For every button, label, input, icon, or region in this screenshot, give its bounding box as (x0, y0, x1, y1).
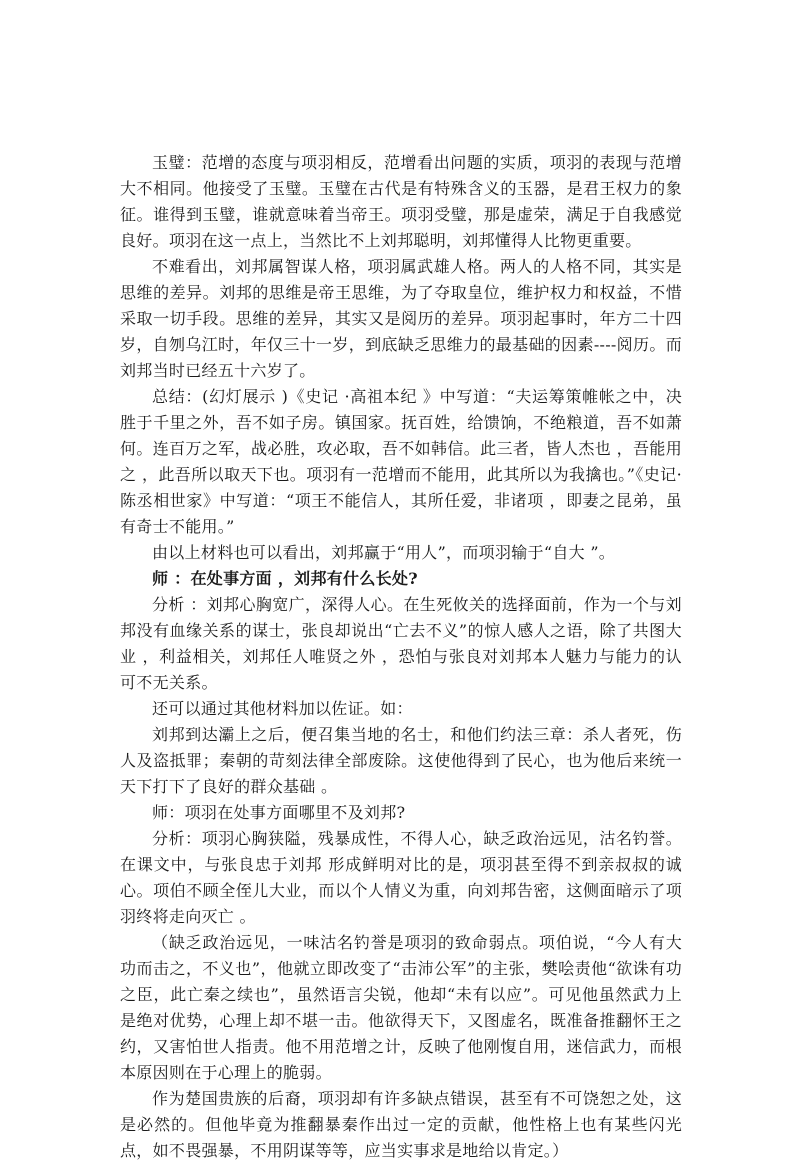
teacher-question-liubang: 师 ：在处事方面 ，刘邦有什么长处? (152, 569, 418, 588)
paragraph-weakness: （缺乏政治远见，一味沽名钓誉是项羽的致命弱点。项伯说，“今人有大功而击之，不义也”，他就立即改变了“击沛公军”的主张，樊哙责他“欲诛有功之臣，此亡秦之续也”，虽然语言尖锐，他却“未有以应”。可见他虽然武力上是绝对优势，心理上却不堪一击。他欲得天下，又图虚名，既准备推翻怀王之约，又害怕世人指责。他不用范增之计，反映了他刚愎自用，迷信武力，而根本原因则在于心理上的脆弱。 (120, 933, 682, 1082)
paragraph-evidence-bashang: 刘邦到达灞上之后，便召集当地的名士，和他们约法三章：杀人者死，伤人及盗抵罪；秦朝的苛刻法律全部废除。这使他得到了民心，也为他后来统一天下打下了良好的群众基础 。 (120, 725, 682, 796)
teacher-question-xiangyu: 师：项羽在处事方面哪里不及刘邦? (152, 803, 406, 822)
paragraph-personality: 不难看出，刘邦属智谋人格，项羽属武雄人格。两人的人格不同，其实是思维的差异。刘邦的思维是帝王思维，为了夺取皇位，维护权力和权益，不惜采取一切手段。思维的差异，其实又是阅历的差异。项羽起事时，年方二十四岁，自刎乌江时，年仅三十一岁，到底缺乏思维力的最基础的因素----阅历。而刘邦当时已经五十六岁了。 (120, 257, 682, 380)
paragraph-conclusion: 由以上材料也可以看出，刘邦赢于“用人”，而项羽输于“自大 ”。 (152, 543, 616, 562)
paragraph-final-assessment: 作为楚国贵族的后裔，项羽却有许多缺点错误，甚至有不可饶恕之处，这是必然的。但他毕竟为推翻暴秦作出过一定的贡献，他性格上也有某些闪光点，如不畏强暴，不用阴谋等等，应当实事求是地给以肯定。） (120, 1089, 682, 1160)
paragraph-evidence-intro: 还可以通过其他材料加以佐证。如： (152, 699, 413, 718)
analysis-liubang: 分析 ：刘邦心胸宽广，深得人心。在生死攸关的选择面前，作为一个与刘邦没有血缘关系的谋士，张良却说出“亡去不义”的惊人感人之语，除了共图大业 ，利益相关，刘邦任人唯贤之外 ，恐怕与张良对刘邦本人魅力与能力的认可不无关系。 (120, 595, 682, 692)
paragraph-yubi: 玉璧：范增的态度与项羽相反，范增看出问题的实质，项羽的表现与范增大不相同。他接受了玉璧。玉璧在古代是有特殊含义的玉器，是君王权力的象征。谁得到玉璧，谁就意味着当帝王。项羽受璧，那是虚荣，满足于自我感觉良好。项羽在这一点上，当然比不上刘邦聪明，刘邦懂得人比物更重要。 (120, 153, 682, 250)
paragraph-summary-quote: 总结：(幻灯展示 )《史记 ·高祖本纪 》中写道：“夫运筹策帷帐之中，决胜于千里之外，吾不如子房。镇国家。抚百姓，给馈饷，不绝粮道，吾不如萧何。连百万之军，战必胜，攻必取，吾不如韩信。此三者，皆人杰也 ，吾能用之 ，此吾所以取天下也。项羽有一范增而不能用，此其所以为我擒也。”《史记·陈丞相世家》中写道：“项王不能信人，其所任爱，非诸项 ，即妻之昆弟，虽有奇士不能用。” (120, 387, 682, 536)
analysis-xiangyu: 分析：项羽心胸狭隘，残暴成性，不得人心，缺乏政治远见，沽名钓誉。在课文中，与张良忠于刘邦 形成鲜明对比的是，项羽甚至得不到亲叔叔的诚心。项伯不顾全侄儿大业，而以个人情义为重，向刘邦告密，这侧面暗示了项羽终将走向灭亡 。 (120, 829, 682, 926)
